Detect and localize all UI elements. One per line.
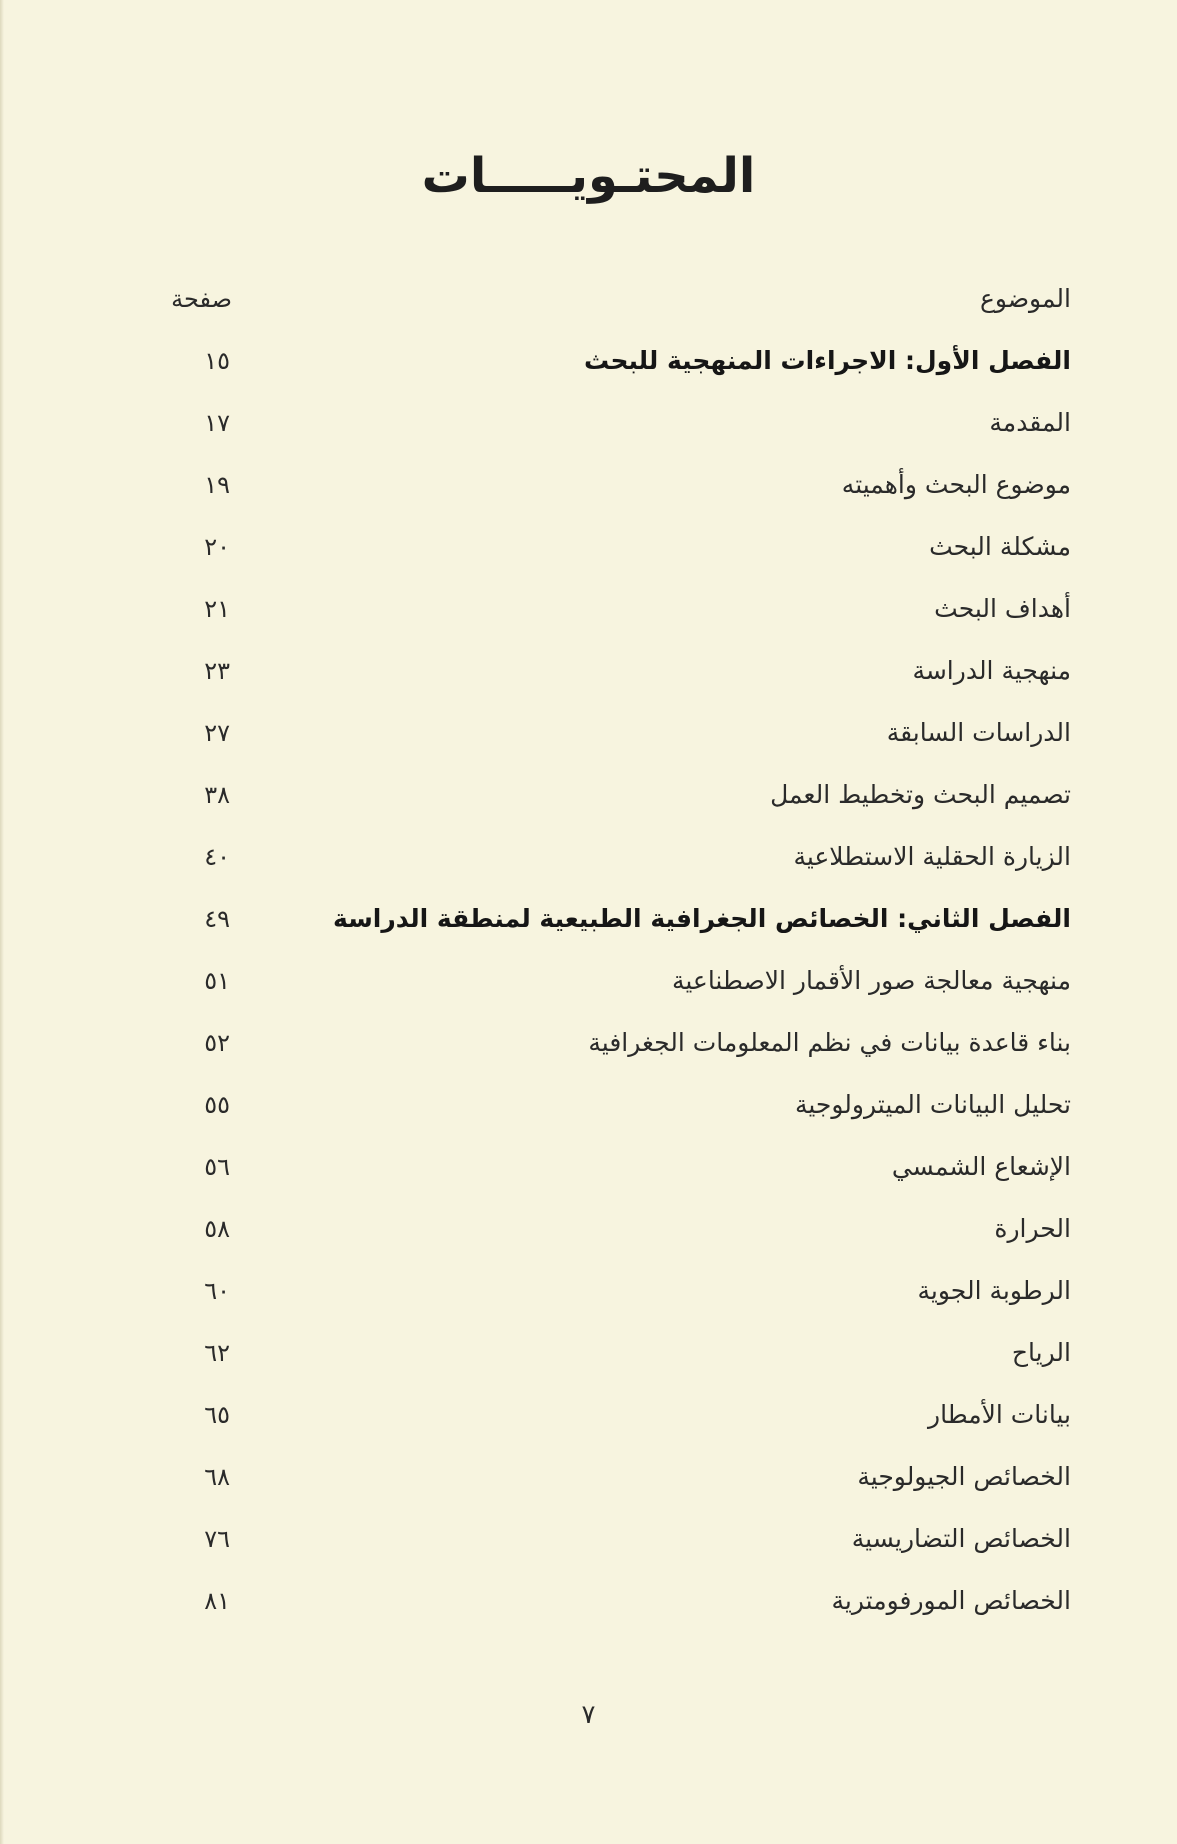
toc-page-number: ٥١ (204, 967, 230, 995)
toc-row (0, 516, 1177, 578)
toc-page-number: ٣٨ (204, 781, 230, 809)
toc-row (0, 1508, 1177, 1570)
toc-row (0, 454, 1177, 516)
toc-chapter-row (0, 330, 1177, 392)
toc-row (0, 1384, 1177, 1446)
toc-topic: الرياح (1011, 1338, 1071, 1367)
toc-row (0, 1074, 1177, 1136)
toc-row (0, 1198, 1177, 1260)
toc-topic: منهجية الدراسة (912, 656, 1071, 685)
toc-row (0, 1012, 1177, 1074)
toc-topic: الزيارة الحقلية الاستطلاعية (793, 842, 1071, 871)
toc-topic: الخصائص المورفومترية (831, 1586, 1071, 1615)
toc-topic: منهجية معالجة صور الأقمار الاصطناعية (671, 966, 1071, 995)
toc-row (0, 764, 1177, 826)
toc-row (0, 1570, 1177, 1632)
toc-page-number: ٦٨ (204, 1463, 230, 1491)
toc-page-number: ٢٠ (204, 533, 230, 561)
toc-page-number: ٥٨ (204, 1215, 230, 1243)
toc-topic: الفصل الثاني: الخصائص الجغرافية الطبيعية لمنطقة الدراسة (333, 904, 1071, 933)
toc-page-number: ١٧ (204, 409, 230, 437)
toc-row (0, 392, 1177, 454)
toc-topic: الخصائص الجيولوجية (857, 1462, 1071, 1491)
toc-topic: تحليل البيانات الميترولوجية (794, 1090, 1071, 1119)
toc-topic: الدراسات السابقة (886, 718, 1071, 747)
toc-row (0, 1446, 1177, 1508)
toc-topic: موضوع البحث وأهميته (841, 470, 1071, 499)
toc-topic: الفصل الأول: الاجراءات المنهجية للبحث (583, 346, 1071, 375)
page-folio-number: ٧ (581, 1700, 596, 1730)
toc-topic: المقدمة (989, 408, 1071, 437)
toc-topic: بناء قاعدة بيانات في نظم المعلومات الجغرافية (588, 1028, 1071, 1057)
page-title: المحتـويـــــات (421, 148, 756, 204)
page-column-header: صفحة (171, 285, 232, 313)
toc-page-number: ٥٥ (204, 1091, 230, 1119)
toc-topic: أهداف البحث (934, 594, 1071, 623)
toc-page-number: ٤٩ (204, 905, 230, 933)
toc-page-number: ٢٣ (204, 657, 230, 685)
toc-topic: تصميم البحث وتخطيط العمل (770, 780, 1071, 809)
toc-page-number: ٢٧ (204, 719, 230, 747)
toc-topic: مشكلة البحث (929, 532, 1071, 561)
toc-chapter-row (0, 888, 1177, 950)
toc-topic: الإشعاع الشمسي (891, 1152, 1071, 1181)
toc-row (0, 1322, 1177, 1384)
toc-topic: الرطوبة الجوية (917, 1276, 1071, 1305)
toc-page-number: ٤٠ (204, 843, 230, 871)
toc-row (0, 826, 1177, 888)
toc-page-number: ٥٢ (204, 1029, 230, 1057)
toc-page-number: ٢١ (204, 595, 230, 623)
toc-page-number: ٥٦ (204, 1153, 230, 1181)
toc-row (0, 950, 1177, 1012)
toc-topic: الخصائص التضاريسية (851, 1524, 1071, 1553)
toc-row (0, 640, 1177, 702)
toc-page-number: ٦٠ (204, 1277, 230, 1305)
toc-page-number: ٦٥ (204, 1401, 230, 1429)
topic-column-header: الموضوع (980, 284, 1071, 313)
toc-topic: بيانات الأمطار (928, 1400, 1071, 1429)
toc-row (0, 578, 1177, 640)
toc-row (0, 1136, 1177, 1198)
toc-page-number: ١٩ (204, 471, 230, 499)
toc-row (0, 1260, 1177, 1322)
toc-page-number: ٦٢ (204, 1339, 230, 1367)
toc-page-number: ٧٦ (204, 1525, 230, 1553)
toc-page-number: ٨١ (204, 1587, 230, 1615)
toc-page-number: ١٥ (204, 347, 230, 375)
toc-row (0, 702, 1177, 764)
toc-topic: الحرارة (994, 1214, 1071, 1243)
toc-header (0, 268, 1177, 330)
